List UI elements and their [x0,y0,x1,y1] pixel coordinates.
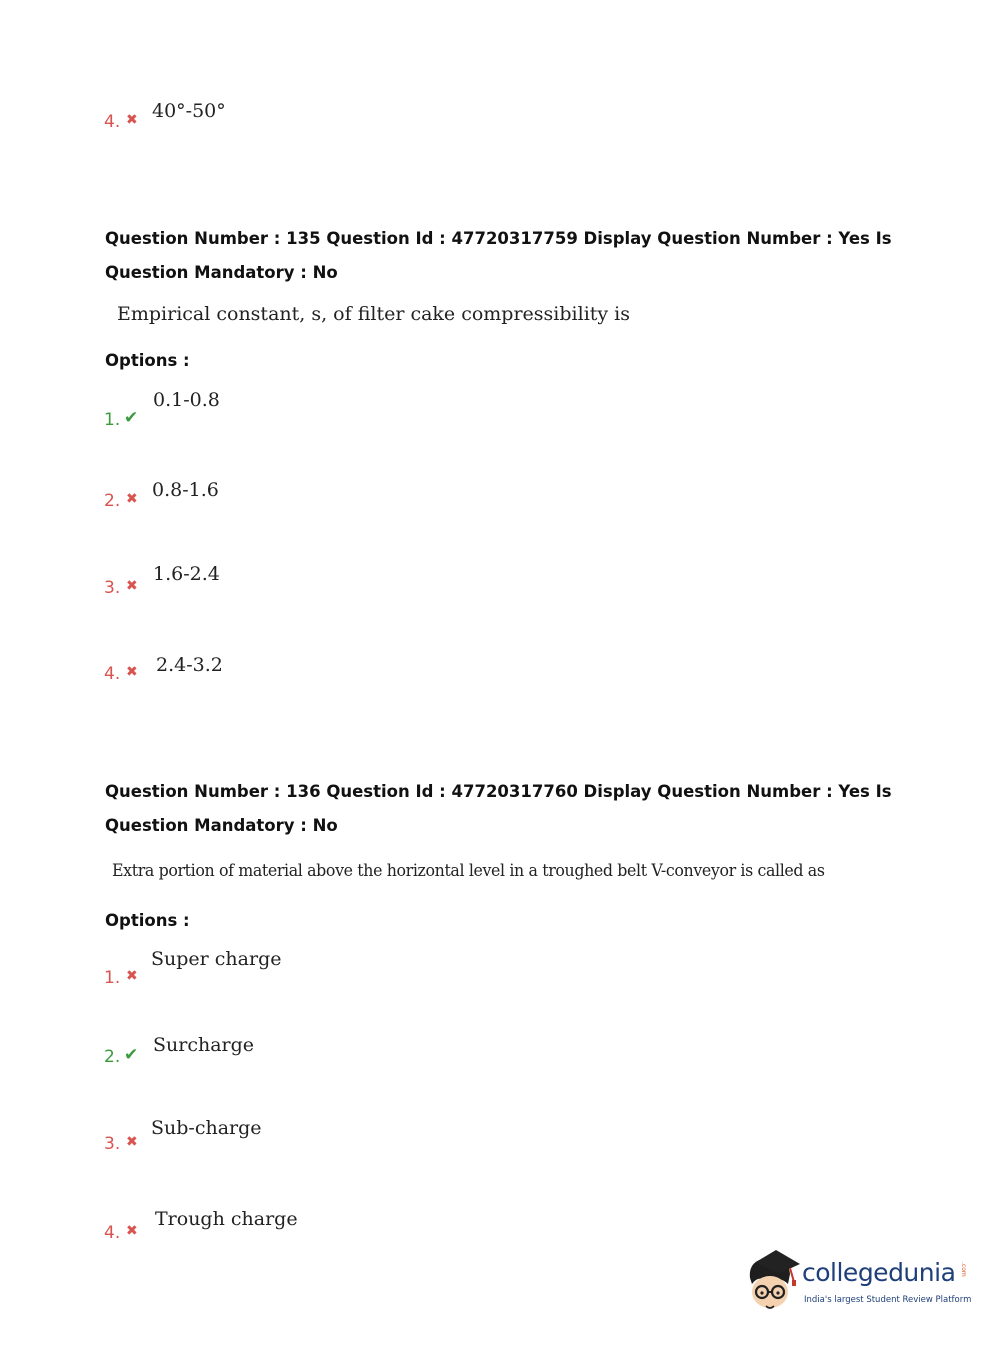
option-number: 1. [104,968,121,988]
option-number: 2. [104,491,121,511]
option-text: 0.8-1.6 [152,479,219,501]
option-text: Surcharge [153,1034,255,1056]
option-text: Super charge [151,948,282,970]
logo-domain: .com [960,1262,967,1277]
logo-tagline: India's largest Student Review Platform [804,1295,972,1305]
option-text: 2.4-3.2 [156,654,223,676]
question-header: Question Number : 136 Question Id : 47720317760 Display Question Number : Yes Is Question Mandatory : No [105,782,892,835]
cross-icon: ✖ [126,112,138,128]
graduate-mascot-icon [742,1248,804,1318]
options-label: Options : [105,351,190,370]
option-text: Trough charge [155,1208,298,1230]
option-text: 0.1-0.8 [153,389,220,411]
option-number: 3. [104,578,121,598]
cross-icon: ✖ [126,578,138,594]
question-header: Question Number : 135 Question Id : 47720317759 Display Question Number : Yes Is Question Mandatory : No [105,229,892,282]
cross-icon: ✖ [126,968,138,984]
option-number: 4. [104,664,121,684]
options-label: Options : [105,911,190,930]
cross-icon: ✖ [126,664,138,680]
option-number: 4. [104,112,121,132]
cross-icon: ✖ [126,491,138,507]
cross-icon: ✖ [126,1223,138,1239]
check-icon: ✔ [124,1045,139,1065]
logo-name: collegedunia [802,1258,956,1287]
option-number: 1. [104,410,121,430]
cross-icon: ✖ [126,1134,138,1150]
option-number: 2. [104,1047,121,1067]
check-icon: ✔ [124,408,139,428]
collegedunia-logo [742,1248,972,1318]
question-text: Empirical constant, s, of filter cake compressibility is [117,303,630,325]
option-number: 3. [104,1134,121,1154]
option-text: Sub-charge [151,1117,262,1139]
option-text: 1.6-2.4 [153,563,220,585]
option-text: 40°-50° [152,100,226,122]
question-text: Extra portion of material above the horizontal level in a troughed belt V-conveyor is called as [112,861,825,881]
option-number: 4. [104,1223,121,1243]
